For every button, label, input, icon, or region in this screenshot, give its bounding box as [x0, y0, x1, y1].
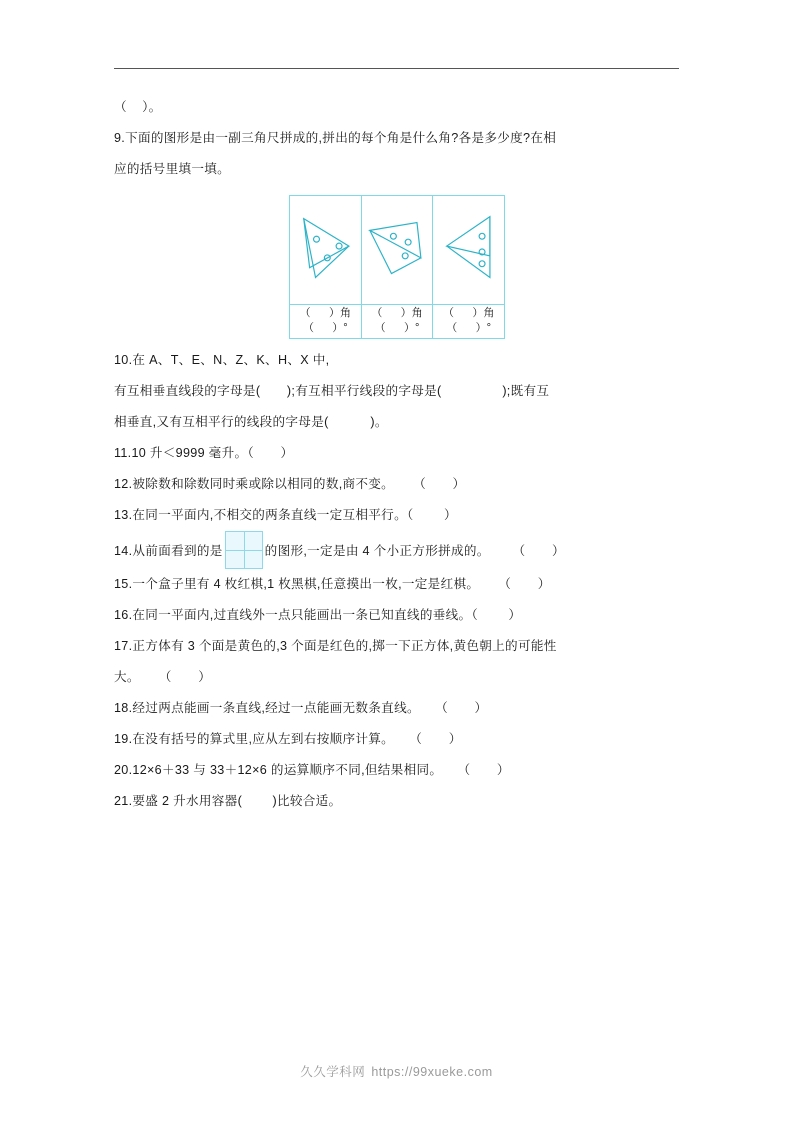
question-12: 12.被除数和除数同时乘或除以相同的数,商不变。 （ ）: [114, 477, 466, 491]
header-divider-line: [114, 68, 679, 69]
figure-answer-row: [290, 304, 504, 338]
figure-answer-1-angle: （ ）角: [299, 307, 351, 319]
question-10-line-3: 相垂直,又有互相平行的线段的字母是( )。: [114, 415, 388, 429]
question-9-line-2: 应的括号里填一填。: [114, 162, 231, 176]
question-15: 15.一个盒子里有 4 枚红棋,1 枚黑棋,任意摸出一枚,一定是红棋。 （ ）: [114, 577, 551, 591]
footer-watermark: [0, 1062, 793, 1080]
figure-answer-1-degree: （ ）°: [302, 322, 348, 334]
question-14: [114, 531, 680, 569]
triangle-ruler-figure: [289, 195, 505, 339]
square-grid-icon: [225, 531, 263, 569]
question-17-line-1: 17.正方体有 3 个面是黄色的,3 个面是红色的,掷一下正方体,黄色朝上的可能性: [114, 639, 557, 653]
question-21: 21.要盛 2 升水用容器( )比较合适。: [114, 794, 342, 808]
figure-cells: [290, 196, 504, 304]
figure-answer-cell-3[interactable]: [433, 305, 504, 338]
figure-cell-1: [290, 196, 362, 304]
footer-brand: 久久学科网: [300, 1065, 366, 1079]
question-14-prefix: 14.从前面看到的是: [114, 544, 223, 558]
question-18: 18.经过两点能画一条直线,经过一点能画无数条直线。 （ ）: [114, 701, 488, 715]
question-14-suffix: 的图形,一定是由 4 个小正方形拼成的。 （ ）: [264, 544, 565, 558]
figure-cell-2: [362, 196, 434, 304]
exercise-content: [114, 92, 680, 817]
triangle-pair-drawing-3: [433, 196, 504, 304]
triangle-ruler-figure-wrap: [114, 195, 680, 339]
question-17-line-2: 大。 （ ）: [114, 670, 212, 684]
triangle-pair-drawing-1: [290, 196, 361, 304]
footer-url: https://99xueke.com: [371, 1065, 493, 1079]
question-20: 20.12×6＋33 与 33＋12×6 的运算顺序不同,但结果相同。 （ ）: [114, 763, 510, 777]
triangle-pair-drawing-2: [362, 196, 433, 304]
question-13: 13.在同一平面内,不相交的两条直线一定互相平行。（ ）: [114, 508, 457, 522]
question-11: 11.10 升＜9999 毫升。（ ）: [114, 446, 294, 460]
figure-cell-3: [433, 196, 504, 304]
question-19: 19.在没有括号的算式里,应从左到右按顺序计算。 （ ）: [114, 732, 462, 746]
question-10-line-1: 10.在 A、T、E、N、Z、K、H、X 中,: [114, 353, 330, 367]
question-10-line-2: 有互相垂直线段的字母是( );有互相平行线段的字母是( );既有互: [114, 384, 550, 398]
figure-answer-2-degree: （ ）°: [374, 322, 420, 334]
figure-answer-cell-1[interactable]: [290, 305, 362, 338]
figure-answer-cell-2[interactable]: [362, 305, 434, 338]
figure-answer-2-angle: （ ）角: [371, 307, 423, 319]
figure-answer-3-angle: （ ）角: [443, 307, 495, 319]
question-9-line-1: 9.下面的图形是由一副三角尺拼成的,拼出的每个角是什么角?各是多少度?在相: [114, 131, 557, 145]
text-line-bracket: （ ）。: [114, 100, 162, 114]
figure-answer-3-degree: （ ）°: [446, 322, 492, 334]
question-16: 16.在同一平面内,过直线外一点只能画出一条已知直线的垂线。（ ）: [114, 608, 522, 622]
